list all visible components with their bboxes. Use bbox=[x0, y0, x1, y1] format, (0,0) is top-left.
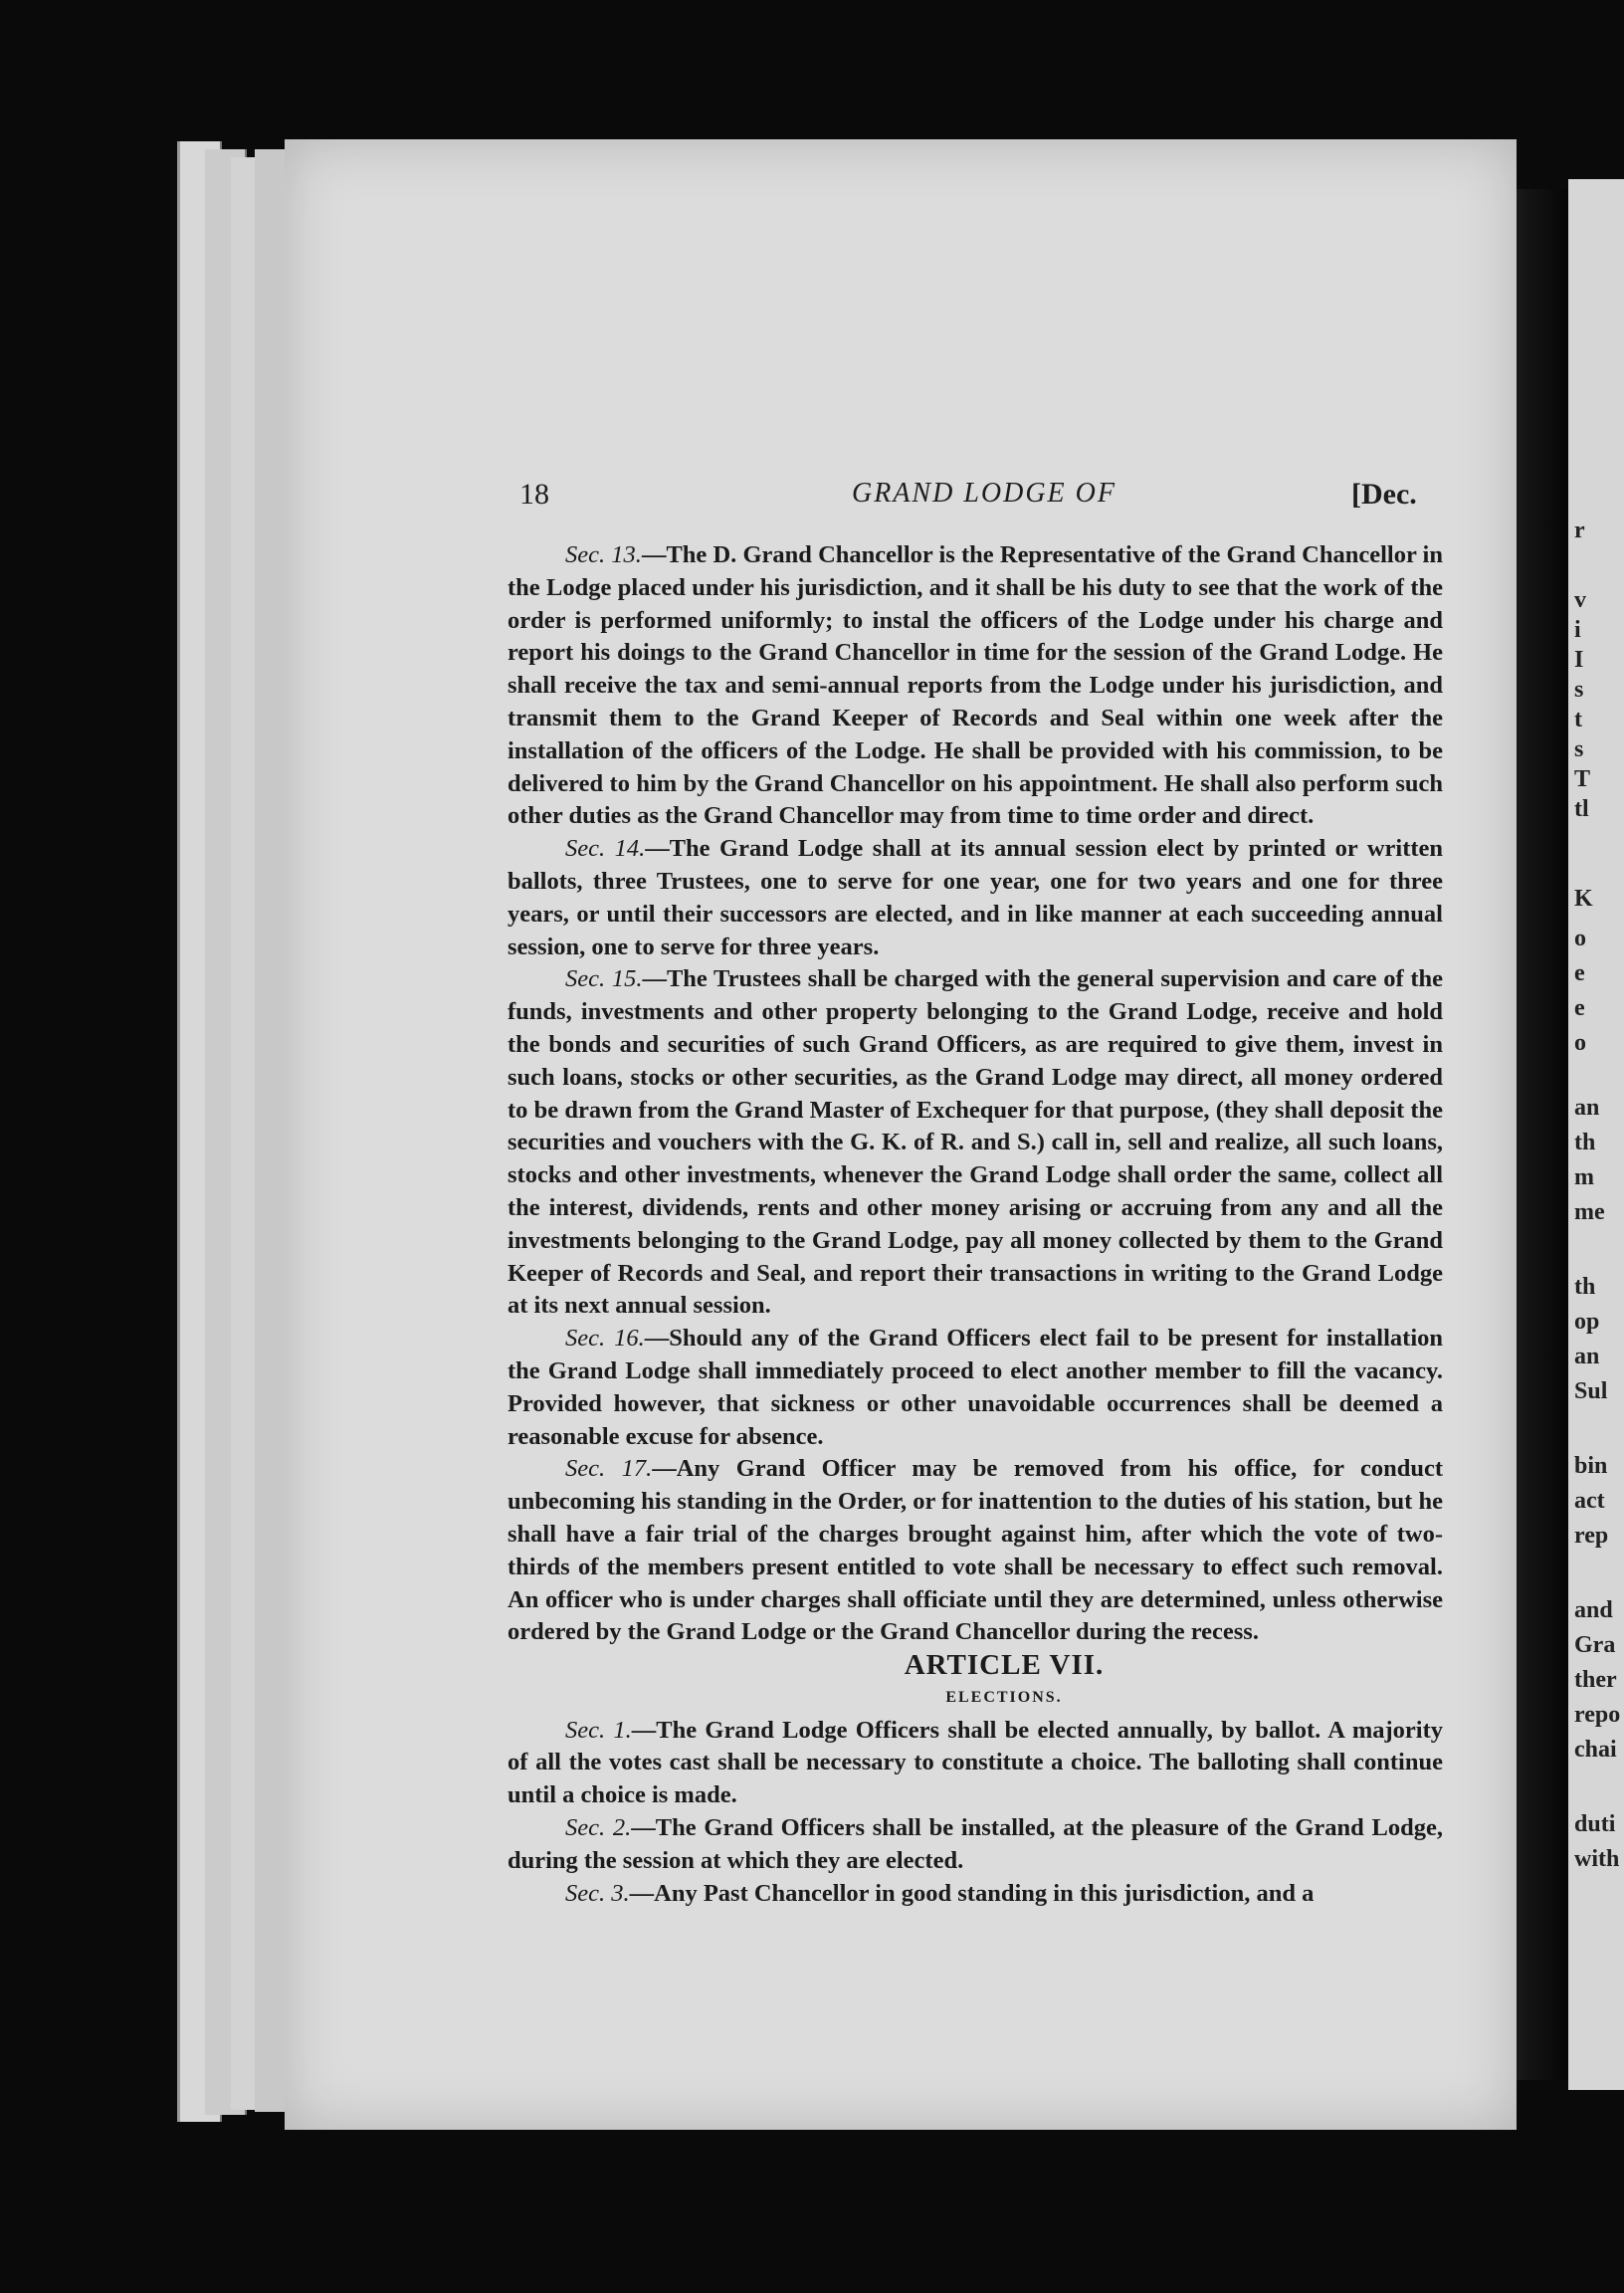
facing-page-fragment: I bbox=[1574, 647, 1584, 673]
section-paragraph bbox=[508, 1453, 1443, 1649]
section-paragraph bbox=[508, 833, 1443, 963]
facing-page-fragment: s bbox=[1574, 736, 1584, 762]
facing-page-fragment: r bbox=[1574, 518, 1585, 543]
article-subheading: ELECTIONS. bbox=[945, 1688, 1063, 1706]
section-paragraph bbox=[508, 963, 1443, 1323]
section-paragraph bbox=[508, 1878, 1443, 1911]
section-label: Sec. 3. bbox=[565, 1879, 630, 1907]
article-heading: ARTICLE VII. bbox=[904, 1649, 1105, 1682]
facing-page-fragment: bin bbox=[1574, 1453, 1608, 1479]
facing-page-fragment: op bbox=[1574, 1309, 1600, 1335]
facing-page-fragment: K bbox=[1574, 886, 1593, 912]
facing-page-fragment: e bbox=[1574, 995, 1585, 1021]
facing-page-fragment: and bbox=[1574, 1597, 1613, 1623]
running-head-title: GRAND LODGE OF bbox=[852, 478, 1116, 509]
section-text: —Any Grand Officer may be removed from his office, for conduct unbecoming his standing in the Order, or for inattention to the duties of his station, but he shall have a fair trial of the charges brought against him, after which the vote of two-thirds of the members present entitled to vote shall be necessary to effect such removal. An officer who is under charges shall officiate until they are determined, unless otherwise ordered by the Grand Lodge or the Grand Chancellor during the recess. bbox=[508, 1455, 1444, 1646]
facing-page-fragment: chai bbox=[1574, 1737, 1617, 1763]
facing-page-fragment: e bbox=[1574, 960, 1585, 986]
section-text: —Should any of the Grand Officers elect fail to be present for installation the Grand Lodge shall immediately proceed to elect another member to fill the vacancy. Provided however, that sickness or other unavoidable occurrences shall be deemed a reasonable excuse for absence. bbox=[508, 1325, 1444, 1450]
section-text: —The Grand Lodge Officers shall be elected annually, by ballot. A majority of all the votes cast shall be necessary to constitute a choice. The balloting shall continue until a choice is made. bbox=[508, 1716, 1443, 1809]
section-text: —Any Past Chancellor in good standing in this jurisdiction, and a bbox=[629, 1879, 1315, 1907]
facing-page-fragment: T bbox=[1574, 766, 1591, 792]
facing-page-fragment: ther bbox=[1574, 1667, 1617, 1693]
facing-page-fragment: t bbox=[1574, 707, 1582, 732]
page-number: 18 bbox=[519, 478, 549, 511]
section-label: Sec. 13. bbox=[565, 541, 642, 568]
facing-page-fragment: repo bbox=[1574, 1702, 1621, 1728]
facing-page-fragment: duti bbox=[1574, 1811, 1616, 1837]
section-paragraph bbox=[508, 1812, 1443, 1878]
facing-page-fragment: Gra bbox=[1574, 1632, 1616, 1658]
section-text: —The Trustees shall be charged with the general supervision and care of the funds, investments and other property belonging to the Grand Lodge, receive and hold the bonds and securities of such Grand Officers, as are required to give them, invest in such loans, stocks or other securities, as the Grand Lodge may direct, all money ordered to be drawn from the Grand Master of Exchequer for that purpose, (they shall deposit the securities and vouchers with the G. K. of R. and S.) call in, sell and realize, all such loans, stocks and other investments, whenever the Grand Lodge shall order the same, collect all the interest, dividends, rents and other money arising or accruing from any and all the investments belonging to the Grand Lodge, pay all money collected by them to the Grand Keeper of Records and Seal, and report their transactions in writing to the Grand Lodge at its next annual session. bbox=[508, 965, 1443, 1320]
facing-page-fragment: with bbox=[1574, 1846, 1620, 1872]
section-label: Sec. 15. bbox=[565, 965, 643, 993]
running-head bbox=[285, 478, 1517, 518]
facing-page-fragment: Sul bbox=[1574, 1378, 1608, 1404]
section-label: Sec. 14. bbox=[565, 835, 646, 863]
facing-page-fragment: v bbox=[1574, 587, 1586, 613]
running-head-date: [Dec. bbox=[1351, 478, 1417, 511]
facing-page-fragment: i bbox=[1574, 617, 1581, 643]
section-text: —The Grand Lodge shall at its annual session elect by printed or written ballots, three Trustees, one to serve for one year, one for two years and one for three years, or until their successors are elected, and in like manner at each succeeding annual session, one to serve for three years. bbox=[508, 835, 1444, 960]
book-gutter-shadow bbox=[1513, 189, 1570, 2080]
facing-page-fragment: rep bbox=[1574, 1523, 1609, 1549]
facing-page-fragment: tl bbox=[1574, 796, 1589, 822]
facing-page-fragment: m bbox=[1574, 1164, 1594, 1190]
facing-page bbox=[1568, 179, 1624, 2090]
section-paragraph bbox=[508, 1323, 1443, 1453]
facing-page-fragment: an bbox=[1574, 1344, 1600, 1369]
section-label: Sec. 1. bbox=[565, 1716, 632, 1744]
facing-page-fragment: o bbox=[1574, 1030, 1586, 1056]
section-label: Sec. 16. bbox=[565, 1325, 645, 1353]
facing-page-fragment: th bbox=[1574, 1274, 1596, 1300]
section-paragraph bbox=[508, 1715, 1443, 1812]
facing-page-fragment: s bbox=[1574, 677, 1584, 703]
body-text bbox=[508, 539, 1443, 1910]
section-text: —The D. Grand Chancellor is the Representative of the Grand Chancellor in the Lodge placed under his jurisdiction, and it shall be his duty to see that the work of the order is performed uniformly; to instal the officers of the Lodge under his charge and report his doings to the Grand Chancellor in time for the session of the Grand Lodge. He shall receive the tax and semi-annual reports from the Lodge under his jurisdiction, and transmit them to the Grand Keeper of Records and Seal within one week after the installation of the officers of the Lodge. He shall be provided with his commission, to be delivered to him by the Grand Chancellor on his appointment. He shall also perform such other duties as the Grand Chancellor may from time to time order and direct. bbox=[508, 541, 1443, 830]
facing-page-fragment: an bbox=[1574, 1095, 1600, 1121]
book-page bbox=[285, 139, 1517, 2130]
facing-page-fragment: act bbox=[1574, 1488, 1605, 1514]
facing-page-fragment: o bbox=[1574, 926, 1586, 951]
section-label: Sec. 17. bbox=[565, 1455, 653, 1483]
section-label: Sec. 2. bbox=[565, 1814, 632, 1842]
section-paragraph bbox=[508, 539, 1443, 833]
facing-page-fragment: me bbox=[1574, 1199, 1605, 1225]
facing-page-fragment: th bbox=[1574, 1130, 1596, 1155]
section-text: —The Grand Officers shall be installed, at the pleasure of the Grand Lodge, during the session at which they are elected. bbox=[508, 1814, 1444, 1874]
